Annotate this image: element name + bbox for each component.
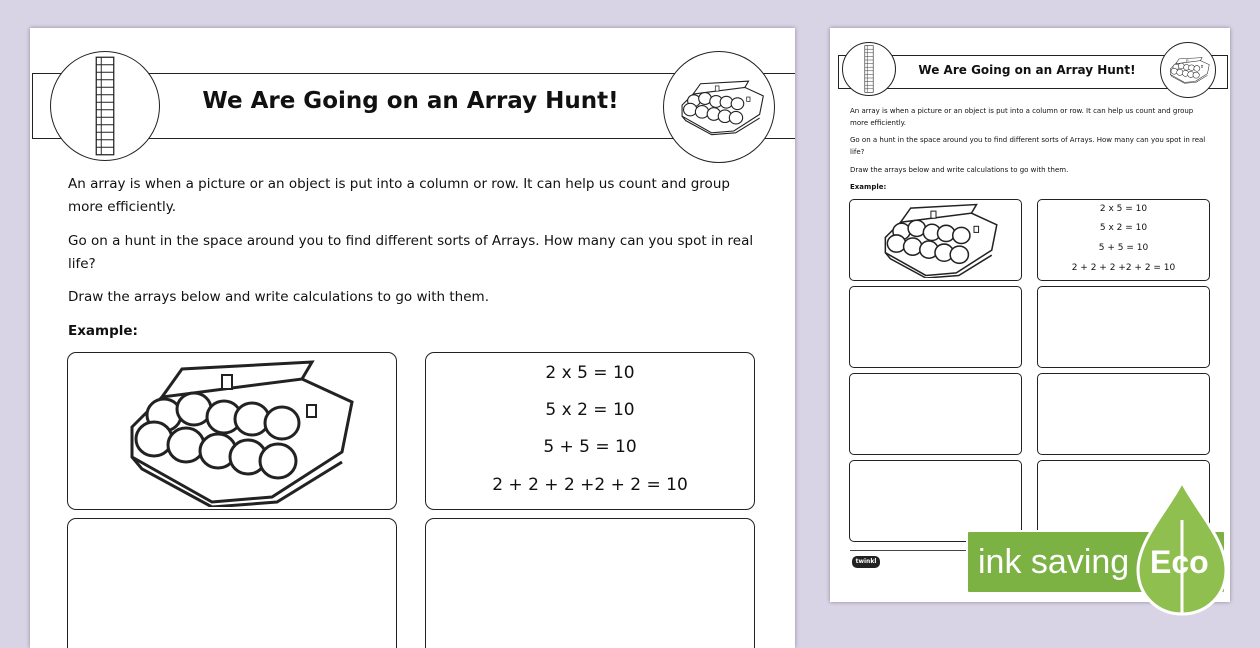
- instructions-text: Draw the arrays below and write calculations to go with them.: [850, 166, 1069, 174]
- worksheet-preview-large: [30, 28, 795, 648]
- egg-carton-icon: [1165, 56, 1211, 84]
- calculation: 5 + 5 = 10: [543, 437, 637, 457]
- calculation: 2 + 2 + 2 +2 + 2 = 10: [1071, 263, 1176, 273]
- calculation: 5 x 2 = 10: [545, 400, 635, 420]
- drawing-box: [1037, 373, 1210, 455]
- egg-circle: [663, 51, 775, 163]
- hunt-text: Go on a hunt in the space around you to find different sorts of Arrays. How many can you spot in real life?: [850, 136, 1206, 156]
- calculation: 5 + 5 = 10: [1098, 243, 1149, 253]
- drawing-box: [67, 518, 397, 648]
- intro-text: An array is when a picture or an object is put into a column or row. It can help us count and group more efficiently.: [850, 107, 1194, 127]
- calculation: 2 x 5 = 10: [545, 363, 635, 383]
- drawing-box: [1037, 286, 1210, 368]
- egg-circle: [1160, 42, 1216, 98]
- tower-blocks-icon: [860, 45, 878, 93]
- calculation: 2 x 5 = 10: [1099, 204, 1148, 214]
- example-label: Example:: [850, 183, 887, 191]
- ink-saving-eco-badge: [966, 480, 1260, 630]
- example-calculation-box: [1037, 199, 1210, 281]
- page-title: We Are Going on an Array Hunt!: [918, 63, 1136, 77]
- badge-eco-label: Eco: [1150, 544, 1209, 580]
- example-picture-box: [849, 199, 1022, 281]
- tower-circle: [50, 51, 160, 161]
- example-picture-box: [67, 352, 397, 510]
- egg-carton-icon: [671, 78, 767, 136]
- hunt-text: Go on a hunt in the space around you to find different sorts of Arrays. How many can you spot in real life?: [68, 233, 754, 272]
- example-calculation-box: [425, 352, 755, 510]
- drawing-box: [849, 373, 1022, 455]
- drawing-box: [425, 518, 755, 648]
- drawing-box: [849, 286, 1022, 368]
- badge-label: ink saving: [978, 543, 1130, 581]
- intro-text: An array is when a picture or an object is put into a column or row. It can help us count and group more efficiently.: [68, 176, 730, 215]
- example-label: Example:: [68, 323, 138, 339]
- tower-circle: [842, 42, 896, 96]
- egg-carton-icon: [102, 357, 362, 507]
- calculation: 5 x 2 = 10: [1099, 223, 1148, 233]
- egg-carton-icon: [870, 202, 1002, 278]
- calculation: 2 + 2 + 2 +2 + 2 = 10: [492, 475, 688, 495]
- tower-blocks-icon: [87, 56, 123, 156]
- page-title: We Are Going on an Array Hunt!: [202, 88, 619, 114]
- twinkl-logo: twinkl: [852, 556, 880, 568]
- instructions-text: Draw the arrays below and write calculations to go with them.: [68, 289, 489, 305]
